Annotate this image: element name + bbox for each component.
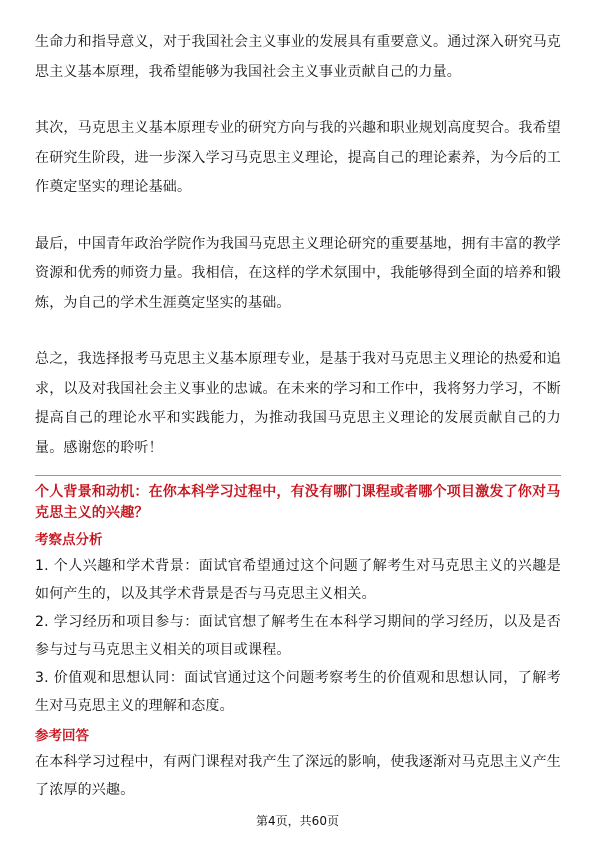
answer-title: 参考回答: [35, 728, 89, 744]
paragraph-gap: [35, 87, 561, 114]
analysis-item: 2. 学习经历和项目参与：面试官想了解考生在本科学习期间的学习经历，以及是否参与过与马克思主义相关的项目或课程。: [35, 614, 561, 658]
section-divider: [35, 475, 561, 476]
paragraph-conclusion: 总之，我选择报考马克思主义基本原理专业，是基于我对马克思主义理论的热爱和追求，以及对我国社会主义事业的忠诚。在未来的学习和工作中，我将努力学习，不断提高自己的理论水平和实践能力，为推动我国马克思主义理论的发展贡献自己的力量。感谢您的聆听！: [35, 351, 561, 456]
paragraph-gap: [35, 318, 561, 345]
paragraph-intro-continued: 生命力和指导意义，对于我国社会主义事业的发展具有重要意义。通过深入研究马克思主义基本原理，我希望能够为我国社会主义事业贡献自己的力量。: [35, 34, 561, 80]
paragraph-gap: [35, 203, 561, 230]
page-content: [35, 28, 561, 804]
answer-text: 在本科学习过程中，有两门课程对我产生了深远的影响，使我逐渐对马克思主义产生了浓厚的兴趣。: [35, 754, 561, 798]
paragraph-third: 最后，中国青年政治学院作为我国马克思主义理论研究的重要基地，拥有丰富的教学资源和优秀的师资力量。我相信，在这样的学术氛围中，我能够得到全面的培养和锻炼，为自己的学术生涯奠定坚实的基础。: [35, 235, 561, 311]
analysis-item: 1. 个人兴趣和学术背景：面试官希望通过这个问题了解考生对马克思主义的兴趣是如何产生的，以及其学术背景是否与马克思主义相关。: [35, 558, 561, 602]
interview-question: 个人背景和动机：在你本科学习过程中，有没有哪门课程或者哪个项目激发了你对马克思主义的兴趣？: [35, 484, 561, 521]
analysis-item: 3. 价值观和思想认同：面试官通过这个问题考察考生的价值观和思想认同，了解考生对马克思主义的理解和态度。: [35, 670, 561, 714]
paragraph-second: 其次，马克思主义基本原理专业的研究方向与我的兴趣和职业规划高度契合。我希望在研究生阶段，进一步深入学习马克思主义理论，提高自己的理论素养，为今后的工作奠定坚实的理论基础。: [35, 120, 561, 195]
page-number-footer: 第4页，共60页: [256, 814, 339, 828]
analysis-title: 考察点分析: [35, 532, 103, 548]
